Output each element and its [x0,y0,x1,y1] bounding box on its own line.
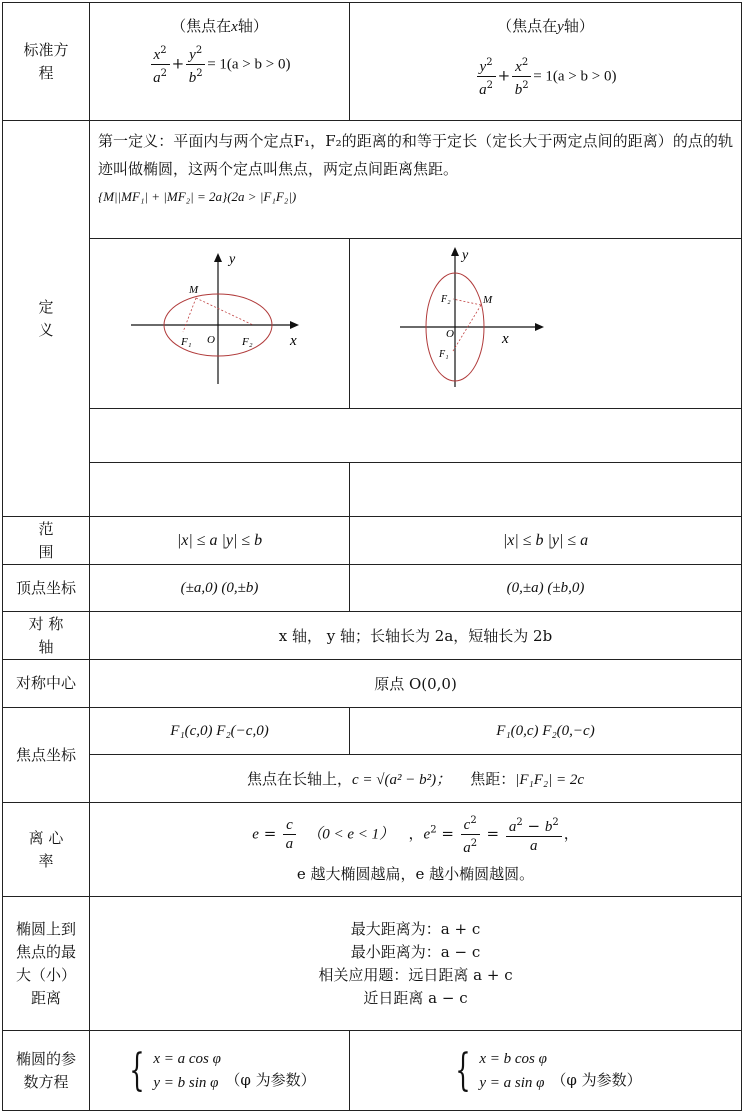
row-range [3,517,742,565]
diagram-x-o-label: O [206,334,215,346]
row-eccentricity [3,803,742,897]
label-focal-distance: 椭圆上到焦点的最大（小）距离 [3,897,90,1031]
symmetry-axis-value: x 轴， y 轴；长轴长为 2a，短轴长为 2b [90,612,742,660]
foci-y: F₁(0,c) F₂(0,−c) [350,708,742,755]
definition-blank-left [90,463,350,517]
eccentricity-value: e = $\frac{c}{a}$ （0 < e < 1） ，$e^2$ = $\frac{c^2}{a^2}$ = $\frac{a^2 - b^2}{a}$ ， e 越大椭圆越扁，e 越小椭圆越圆。 [90,803,742,897]
ellipse-diagram-y [390,239,590,404]
standard-equation-y: （焦点在y轴） $\frac{y^2}{a^2}$ + $\frac{x^2}{b^2}$ = 1(a > b > 0) [350,3,742,121]
distance-line-max: 最大距离为：a + c [350,919,481,938]
foci-relation: 焦点在长轴上，c = √(a² − b²)； 焦距：|F₁F₂| = 2c [90,755,742,803]
row-definition-blank-split [3,463,742,517]
row-foci-relation [3,755,742,803]
range-y: |x| ≤ b |y| ≤ a [350,517,742,565]
row-vertices [3,565,742,612]
label-eccentricity: 离 心 率 [3,803,90,897]
label-symmetry-axis: 对 称 轴 [3,612,90,660]
diagram-y-y-label: y [462,248,469,263]
diagram-y-o-label: O [446,328,454,340]
parametric-x: { x = a cos φ y = b sin φ （φ 为参数） [90,1031,350,1111]
definition-blank-cell [90,409,742,463]
diagram-x-y-label: y [228,252,235,267]
row-definition-blank [3,409,742,463]
definition-set-formula: {M||MF₁| + |MF₂| = 2a}(2a > |F₁F₂|) [98,189,297,204]
definition-paragraph: 第一定义：平面内与两个定点F₁，F₂的距离的和等于定长（定长大于两定点间的距离）的点的轨迹叫做椭圆，这两个定点叫焦点，两定点间距离焦距。 [98,132,733,178]
row-standard-equation [3,3,742,121]
diagram-y-cell [350,239,742,409]
distance-line-far: 相关应用题：远日距离 a + c [318,965,513,984]
definition-blank-right [350,463,742,517]
label-parametric: 椭圆的参数方程 [3,1031,90,1111]
foci-x: F₁(c,0) F₂(−c,0) [90,708,350,755]
row-parametric [3,1031,742,1111]
vertices-x: (±a,0) (0,±b) [90,565,350,612]
diagram-x-m-label: M [188,284,198,296]
range-x: |x| ≤ a |y| ≤ b [90,517,350,565]
row-foci-coordinates [3,708,742,755]
row-symmetry-axis [3,612,742,660]
label-definition: 定义 [3,121,90,517]
distance-line-min: 最小距离为：a − c [350,942,481,961]
definition-text [90,121,742,239]
diagram-y-f2-label: F₂ [441,294,451,305]
label-vertices: 顶点坐标 [3,565,90,612]
parametric-y: { x = b cos φ y = a sin φ （φ 为参数） [350,1031,742,1111]
diagram-x-f2-label: F₂ [241,336,253,348]
label-standard-equation: 标准方程 [3,3,90,121]
diagram-x-cell [90,239,350,409]
ellipse-diagram-x [91,239,349,404]
diagram-x-f1-label: F₁ [180,336,192,348]
eccentricity-note: e 越大椭圆越扁，e 越小椭圆越圆。 [296,864,535,883]
ellipse-properties-table [2,2,742,1111]
label-foci: 焦点坐标 [3,708,90,803]
row-definition-diagrams [3,239,742,409]
focal-distance-value [90,897,742,1031]
diagram-y-m-label: M [483,294,493,306]
diagram-y-x-label: x [502,331,509,347]
diagram-y-f1-label: F₁ [439,349,449,360]
diagram-x-x-label: x [289,333,297,349]
label-range: 范围 [3,517,90,565]
row-symmetry-center [3,660,742,708]
label-symmetry-center: 对称中心 [3,660,90,708]
row-focal-distance [3,897,742,1031]
distance-line-near: 近日距离 a − c [363,988,468,1007]
symmetry-center-value: 原点 O(0,0) [90,660,742,708]
standard-equation-x: （焦点在x轴） $\frac{x^2}{a^2}$ + $\frac{y^2}{b^2}$ = 1(a > b > 0) [90,3,350,121]
vertices-y: (0,±a) (±b,0) [350,565,742,612]
row-definition-text [3,121,742,239]
